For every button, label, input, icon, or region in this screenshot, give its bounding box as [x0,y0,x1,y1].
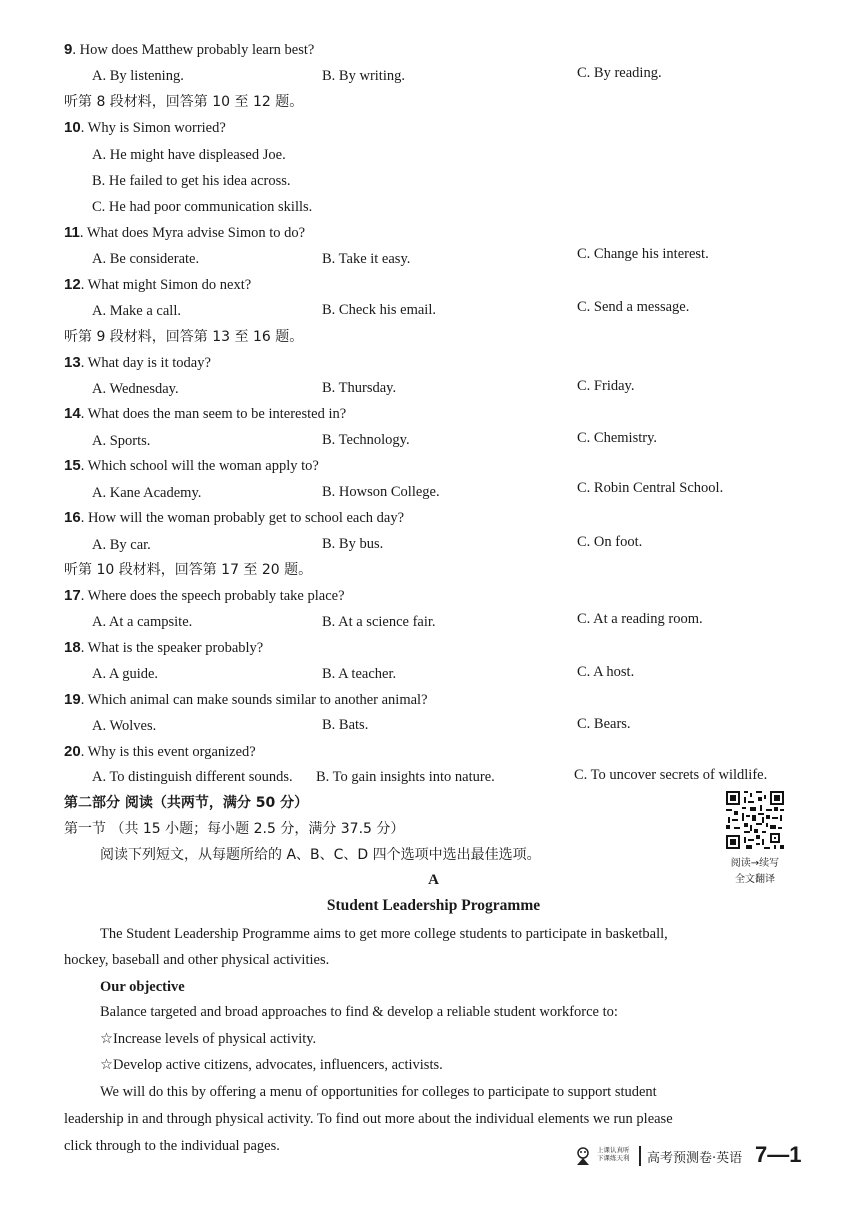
page-footer [573,1142,813,1170]
question-number: 19 [64,691,81,708]
qr-caption-line1: 阅读→续写 [730,858,780,869]
question-text: . Why is Simon worried? [80,120,226,136]
question-16-stem [64,509,404,527]
passage-letter: A [428,872,439,888]
question-16-option-a: A. By car. [92,537,151,553]
passage-title: Student Leadership Programme [326,897,541,914]
question-text: . How will the woman probably get to school each day? [80,510,405,526]
question-number: 11 [64,224,80,241]
question-17-option-a: A. At a campsite. [92,614,193,630]
question-number: 16 [64,509,81,526]
question-17-option-b: B. At a science fair. [322,614,436,630]
question-text: . Why is this event organized? [80,744,256,760]
question-9-stem [64,41,314,59]
question-18-option-c: C. A host. [577,664,635,680]
question-10-option-b: B. He failed to get his idea across. [92,173,291,189]
question-18-option-b: B. A teacher. [322,666,397,682]
question-number: 14 [64,405,81,422]
question-text: . What does the man seem to be interested in? [80,406,347,422]
question-text: . What does Myra advise Simon to do? [79,225,306,241]
question-10-option-a: A. He might have displeased Joe. [92,147,286,163]
reading-instruction: 阅读下列短文，从每题所给的 A、B、C、D 四个选项中选出最佳选项。 [100,847,541,863]
question-19-option-c: C. Bears. [577,716,631,732]
question-16-option-b: B. By bus. [322,536,384,552]
question-11-stem [64,224,305,242]
objective-bullet-1: ☆Increase levels of physical activity. [100,1031,317,1047]
question-number: 10 [64,119,81,136]
page-number: 7—1 [755,1142,802,1167]
question-number: 20 [64,743,81,760]
question-11-option-c: C. Change his interest. [577,246,709,262]
question-number: 9 [64,41,73,58]
objective-heading: Our objective [100,979,185,995]
qr-caption-line2: 全文翻译 [735,874,775,885]
question-text: . Which school will the woman apply to? [80,458,319,474]
question-9-option-a: A. By listening. [92,68,184,84]
question-15-option-a: A. Kane Academy. [92,485,202,501]
brand-slogan-line1: 上课认真听 [597,1146,630,1154]
question-number: 13 [64,354,81,371]
question-13-stem [64,354,211,372]
brand-slogan-line2: 下课练天利 [597,1154,630,1162]
question-11-option-b: B. Take it easy. [322,251,411,267]
question-text: . Which animal can make sounds similar to another animal? [80,692,428,708]
question-11-option-a: A. Be considerate. [92,251,200,267]
question-17-stem [64,587,345,605]
question-17-option-c: C. At a reading room. [577,611,703,627]
question-10-stem [64,119,226,137]
objective-bullet-2: ☆Develop active citizens, advocates, influencers, activists. [100,1057,443,1073]
question-14-stem [64,405,346,423]
question-number: 15 [64,457,81,474]
question-number: 18 [64,639,81,656]
question-text: . What might Simon do next? [80,277,252,293]
question-18-stem [64,639,263,657]
passage-p1-line1: The Student Leadership Programme aims to get more college students to participate in basketball, [100,926,668,942]
question-16-option-c: C. On foot. [577,534,643,550]
section-note-part10: 听第 10 段材料，回答第 17 至 20 题。 [64,562,313,578]
question-19-stem [64,691,428,709]
question-text: . What day is it today? [80,355,211,371]
question-12-option-b: B. Check his email. [322,302,436,318]
question-14-option-a: A. Sports. [92,433,151,449]
passage-p2-line2: leadership in and through physical activity. To find out more about the individual elements we run please [64,1111,673,1127]
brand-slogan [597,1146,637,1162]
question-14-option-b: B. Technology. [322,432,410,448]
reading-section-title: 第一节 （共 15 小题；每小题 2.5 分，满分 37.5 分） [64,821,405,837]
question-number: 17 [64,587,81,604]
question-9-option-b: B. By writing. [322,68,405,84]
question-12-option-c: C. Send a message. [577,299,690,315]
question-text: . How does Matthew probably learn best? [72,42,315,58]
passage-p2-line3: click through to the individual pages. [64,1138,280,1154]
question-10-option-c: C. He had poor communication skills. [92,199,313,215]
question-20-stem [64,743,256,761]
section-note-part8: 听第 8 段材料，回答第 10 至 12 题。 [64,94,304,110]
brand-logo-icon [573,1146,593,1166]
question-text: . Where does the speech probably take place? [80,588,345,604]
section-note-part9: 听第 9 段材料，回答第 13 至 16 题。 [64,329,304,345]
question-9-option-c: C. By reading. [577,65,662,81]
question-20-option-a: A. To distinguish different sounds. [92,769,293,785]
footer-title: 高考预测卷·英语 [647,1151,743,1166]
qr-code-icon [724,789,786,851]
question-15-option-c: C. Robin Central School. [577,480,724,496]
question-number: 12 [64,276,81,293]
question-text: . What is the speaker probably? [80,640,264,656]
passage-p1-line2: hockey, baseball and other physical activities. [64,952,330,968]
question-19-option-b: B. Bats. [322,717,369,733]
question-12-stem [64,276,251,294]
question-19-option-a: A. Wolves. [92,718,157,734]
question-15-stem [64,457,319,475]
question-20-option-c: C. To uncover secrets of wildlife. [574,767,768,783]
question-18-option-a: A. A guide. [92,666,159,682]
question-15-option-b: B. Howson College. [322,484,440,500]
footer-divider [639,1146,641,1166]
question-12-option-a: A. Make a call. [92,303,181,319]
question-13-option-a: A. Wednesday. [92,381,179,397]
passage-p2-line1: We will do this by offering a menu of opportunities for colleges to participate to support student [100,1084,657,1100]
reading-part-title: 第二部分 阅读（共两节，满分 50 分） [64,795,309,811]
objective-intro: Balance targeted and broad approaches to find & develop a reliable student workforce to: [100,1004,618,1020]
question-20-option-b: B. To gain insights into nature. [316,769,495,785]
question-14-option-c: C. Chemistry. [577,430,658,446]
question-13-option-c: C. Friday. [577,378,635,394]
question-13-option-b: B. Thursday. [322,380,397,396]
